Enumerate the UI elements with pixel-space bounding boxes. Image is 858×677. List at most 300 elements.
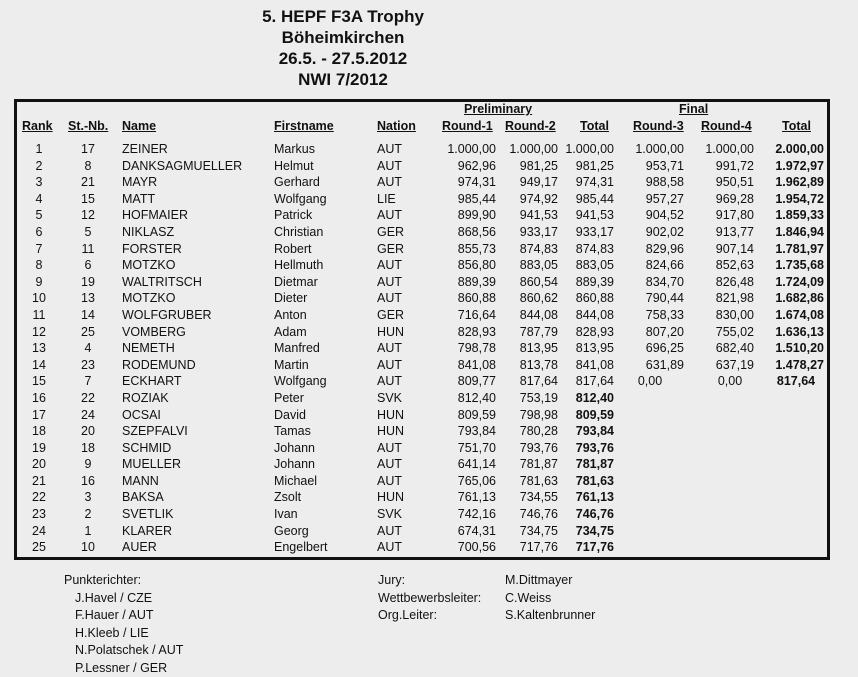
cell-round-4: 821,98 — [690, 290, 754, 307]
cell-round-1: 798,78 — [430, 340, 496, 357]
cell-round-1: 761,13 — [430, 489, 496, 506]
cell-nation: GER — [377, 224, 404, 241]
cell-rank: 2 — [24, 158, 54, 175]
cell-nation: SVK — [377, 390, 402, 407]
cell-round-1: 716,64 — [430, 307, 496, 324]
cell-round-2: 949,17 — [494, 174, 558, 191]
cell-rank: 15 — [24, 373, 54, 390]
cell-round-1: 889,39 — [430, 274, 496, 291]
table-row — [0, 390, 858, 407]
cell-name: ECKHART — [122, 373, 182, 390]
cell-start-number: 3 — [72, 489, 104, 506]
cell-rank: 10 — [24, 290, 54, 307]
cell-rank: 12 — [24, 324, 54, 341]
column-header-name: Name — [122, 119, 156, 133]
cell-round-2: 734,75 — [494, 523, 558, 540]
cell-start-number: 4 — [72, 340, 104, 357]
cell-round-1: 962,96 — [430, 158, 496, 175]
cell-preliminary-total: 860,88 — [554, 290, 614, 307]
cell-round-1: 974,31 — [430, 174, 496, 191]
cell-name: MANN — [122, 473, 159, 490]
cell-name: MATT — [122, 191, 155, 208]
cell-rank: 24 — [24, 523, 54, 540]
group-header-final: Final — [679, 102, 708, 116]
cell-final-total: 1.781,97 — [760, 241, 824, 258]
cell-firstname: Martin — [274, 357, 309, 374]
cell-round-1: 868,56 — [430, 224, 496, 241]
cell-nation: LIE — [377, 191, 396, 208]
cell-round-4: 0,00 — [710, 373, 750, 390]
cell-preliminary-total: 746,76 — [554, 506, 614, 523]
cell-round-3: 988,58 — [620, 174, 684, 191]
table-row — [0, 423, 858, 440]
cell-final-total: 1.682,86 — [760, 290, 824, 307]
cell-firstname: Georg — [274, 523, 309, 540]
cell-round-2: 798,98 — [494, 407, 558, 424]
cell-round-4: 830,00 — [690, 307, 754, 324]
cell-rank: 9 — [24, 274, 54, 291]
cell-start-number: 8 — [72, 158, 104, 175]
cell-round-4: 950,51 — [690, 174, 754, 191]
cell-round-1: 855,73 — [430, 241, 496, 258]
cell-round-2: 933,17 — [494, 224, 558, 241]
cell-start-number: 9 — [72, 456, 104, 473]
cell-nation: AUT — [377, 141, 402, 158]
cell-firstname: Ivan — [274, 506, 298, 523]
cell-preliminary-total: 941,53 — [554, 207, 614, 224]
cell-nation: AUT — [377, 373, 402, 390]
cell-round-1: 674,31 — [430, 523, 496, 540]
cell-rank: 1 — [24, 141, 54, 158]
cell-rank: 17 — [24, 407, 54, 424]
cell-round-2: 860,62 — [494, 290, 558, 307]
cell-round-2: 817,64 — [494, 373, 558, 390]
cell-nation: AUT — [377, 274, 402, 291]
table-row — [0, 191, 858, 208]
judge-item: H.Kleeb / LIE — [64, 625, 183, 643]
cell-name: ROZIAK — [122, 390, 169, 407]
column-header-round-4: Round-4 — [701, 119, 752, 133]
cell-nation: AUT — [377, 440, 402, 457]
cell-firstname: Robert — [274, 241, 312, 258]
cell-firstname: Dietmar — [274, 274, 318, 291]
cell-start-number: 12 — [72, 207, 104, 224]
column-header-preliminary-total: Total — [580, 119, 609, 133]
cell-preliminary-total: 889,39 — [554, 274, 614, 291]
cell-preliminary-total: 717,76 — [554, 539, 614, 556]
title-event: 5. HEPF F3A Trophy — [0, 6, 686, 27]
cell-preliminary-total: 809,59 — [554, 407, 614, 424]
cell-start-number: 16 — [72, 473, 104, 490]
cell-final-total: 1.478,27 — [760, 357, 824, 374]
cell-firstname: Johann — [274, 440, 315, 457]
cell-firstname: David — [274, 407, 306, 424]
cell-nation: GER — [377, 307, 404, 324]
cell-preliminary-total: 1.000,00 — [554, 141, 614, 158]
cell-round-4: 852,63 — [690, 257, 754, 274]
cell-round-4: 637,19 — [690, 357, 754, 374]
cell-round-2: 974,92 — [494, 191, 558, 208]
column-header-rank: Rank — [22, 119, 53, 133]
cell-preliminary-total: 781,63 — [554, 473, 614, 490]
cell-final-total: 1.724,09 — [760, 274, 824, 291]
cell-round-4: 907,14 — [690, 241, 754, 258]
cell-round-1: 899,90 — [430, 207, 496, 224]
cell-name: AUER — [122, 539, 157, 556]
cell-round-2: 793,76 — [494, 440, 558, 457]
judges-label: Punkterichter: — [64, 572, 183, 590]
cell-round-3: 902,02 — [620, 224, 684, 241]
cell-rank: 21 — [24, 473, 54, 490]
table-row — [0, 440, 858, 457]
results-table-body — [0, 141, 858, 556]
table-row — [0, 174, 858, 191]
document-title — [0, 6, 686, 90]
cell-firstname: Michael — [274, 473, 317, 490]
cell-round-3: 790,44 — [620, 290, 684, 307]
cell-name: RODEMUND — [122, 357, 196, 374]
official-person: M.Dittmayer — [505, 572, 595, 590]
cell-rank: 19 — [24, 440, 54, 457]
column-header-firstname: Firstname — [274, 119, 334, 133]
cell-name: HOFMAIER — [122, 207, 188, 224]
cell-final-total: 1.735,68 — [760, 257, 824, 274]
cell-nation: AUT — [377, 257, 402, 274]
table-row — [0, 307, 858, 324]
cell-name: NIKLASZ — [122, 224, 174, 241]
cell-preliminary-total: 933,17 — [554, 224, 614, 241]
table-row — [0, 373, 858, 390]
title-dates: 26.5. - 27.5.2012 — [0, 48, 686, 69]
cell-final-total: 1.962,89 — [760, 174, 824, 191]
table-row — [0, 274, 858, 291]
cell-firstname: Wolfgang — [274, 373, 327, 390]
cell-rank: 25 — [24, 539, 54, 556]
cell-round-1: 856,80 — [430, 257, 496, 274]
cell-name: VOMBERG — [122, 324, 186, 341]
cell-preliminary-total: 817,64 — [554, 373, 614, 390]
cell-name: SVETLIK — [122, 506, 173, 523]
cell-name: OCSAI — [122, 407, 161, 424]
cell-final-total: 1.859,33 — [760, 207, 824, 224]
cell-round-3: 696,25 — [620, 340, 684, 357]
cell-start-number: 10 — [72, 539, 104, 556]
cell-name: ZEINER — [122, 141, 168, 158]
cell-start-number: 25 — [72, 324, 104, 341]
cell-round-3: 904,52 — [620, 207, 684, 224]
cell-round-3: 807,20 — [620, 324, 684, 341]
title-location: Böheimkirchen — [0, 27, 686, 48]
table-row — [0, 489, 858, 506]
cell-name: SZEPFALVI — [122, 423, 188, 440]
table-row — [0, 257, 858, 274]
cell-preliminary-total: 813,95 — [554, 340, 614, 357]
cell-nation: AUT — [377, 357, 402, 374]
cell-round-1: 700,56 — [430, 539, 496, 556]
table-row — [0, 456, 858, 473]
cell-round-4: 755,02 — [690, 324, 754, 341]
cell-preliminary-total: 812,40 — [554, 390, 614, 407]
officials-roles — [378, 572, 481, 625]
cell-preliminary-total: 844,08 — [554, 307, 614, 324]
table-row — [0, 357, 858, 374]
cell-round-2: 874,83 — [494, 241, 558, 258]
title-nwi: NWI 7/2012 — [0, 69, 686, 90]
cell-round-2: 941,53 — [494, 207, 558, 224]
cell-name: BAKSA — [122, 489, 164, 506]
judge-item: N.Polatschek / AUT — [64, 642, 183, 660]
cell-name: NEMETH — [122, 340, 175, 357]
official-role: Jury: — [378, 572, 481, 590]
cell-firstname: Gerhard — [274, 174, 320, 191]
cell-firstname: Hellmuth — [274, 257, 323, 274]
cell-preliminary-total: 841,08 — [554, 357, 614, 374]
cell-round-2: 746,76 — [494, 506, 558, 523]
official-role: Wettbewerbsleiter: — [378, 590, 481, 608]
cell-round-1: 765,06 — [430, 473, 496, 490]
cell-final-total: 1.636,13 — [760, 324, 824, 341]
cell-preliminary-total: 734,75 — [554, 523, 614, 540]
cell-round-3: 758,33 — [620, 307, 684, 324]
table-row — [0, 158, 858, 175]
cell-start-number: 18 — [72, 440, 104, 457]
column-header-nation: Nation — [377, 119, 416, 133]
cell-rank: 16 — [24, 390, 54, 407]
cell-rank: 8 — [24, 257, 54, 274]
cell-final-total: 817,64 — [768, 373, 824, 390]
cell-round-4: 682,40 — [690, 340, 754, 357]
cell-final-total: 1.972,97 — [760, 158, 824, 175]
cell-preliminary-total: 981,25 — [554, 158, 614, 175]
cell-preliminary-total: 974,31 — [554, 174, 614, 191]
cell-round-1: 809,59 — [430, 407, 496, 424]
cell-final-total: 1.510,20 — [760, 340, 824, 357]
cell-firstname: Peter — [274, 390, 304, 407]
cell-final-total: 1.846,94 — [760, 224, 824, 241]
cell-round-1: 985,44 — [430, 191, 496, 208]
cell-name: MAYR — [122, 174, 157, 191]
cell-round-3: 631,89 — [620, 357, 684, 374]
cell-nation: AUT — [377, 539, 402, 556]
cell-rank: 14 — [24, 357, 54, 374]
cell-final-total: 1.674,08 — [760, 307, 824, 324]
cell-nation: HUN — [377, 423, 404, 440]
cell-round-2: 1.000,00 — [494, 141, 558, 158]
cell-rank: 23 — [24, 506, 54, 523]
cell-nation: AUT — [377, 473, 402, 490]
cell-round-2: 781,87 — [494, 456, 558, 473]
cell-name: MOTZKO — [122, 290, 175, 307]
cell-round-2: 981,25 — [494, 158, 558, 175]
table-row — [0, 407, 858, 424]
table-row — [0, 207, 858, 224]
cell-start-number: 21 — [72, 174, 104, 191]
cell-rank: 4 — [24, 191, 54, 208]
cell-round-1: 751,70 — [430, 440, 496, 457]
official-person: C.Weiss — [505, 590, 595, 608]
cell-name: DANKSAGMUELLER — [122, 158, 242, 175]
cell-round-4: 913,77 — [690, 224, 754, 241]
table-row — [0, 290, 858, 307]
cell-start-number: 19 — [72, 274, 104, 291]
official-person: S.Kaltenbrunner — [505, 607, 595, 625]
cell-round-1: 812,40 — [430, 390, 496, 407]
cell-preliminary-total: 781,87 — [554, 456, 614, 473]
official-role: Org.Leiter: — [378, 607, 481, 625]
cell-firstname: Markus — [274, 141, 315, 158]
cell-start-number: 13 — [72, 290, 104, 307]
cell-start-number: 2 — [72, 506, 104, 523]
cell-final-total: 2.000,00 — [760, 141, 824, 158]
cell-round-4: 991,72 — [690, 158, 754, 175]
cell-nation: AUT — [377, 456, 402, 473]
judge-item: J.Havel / CZE — [64, 590, 183, 608]
cell-round-1: 860,88 — [430, 290, 496, 307]
cell-round-2: 787,79 — [494, 324, 558, 341]
cell-start-number: 17 — [72, 141, 104, 158]
cell-start-number: 6 — [72, 257, 104, 274]
cell-preliminary-total: 874,83 — [554, 241, 614, 258]
cell-round-1: 793,84 — [430, 423, 496, 440]
cell-round-1: 641,14 — [430, 456, 496, 473]
cell-nation: AUT — [377, 290, 402, 307]
cell-round-1: 742,16 — [430, 506, 496, 523]
cell-firstname: Johann — [274, 456, 315, 473]
cell-start-number: 15 — [72, 191, 104, 208]
cell-nation: AUT — [377, 174, 402, 191]
cell-firstname: Adam — [274, 324, 307, 341]
cell-name: KLARER — [122, 523, 172, 540]
table-row — [0, 506, 858, 523]
cell-round-3: 824,66 — [620, 257, 684, 274]
table-row — [0, 224, 858, 241]
cell-round-3: 1.000,00 — [620, 141, 684, 158]
cell-round-2: 844,08 — [494, 307, 558, 324]
cell-rank: 3 — [24, 174, 54, 191]
cell-start-number: 14 — [72, 307, 104, 324]
cell-name: MUELLER — [122, 456, 181, 473]
judge-item: P.Lessner / GER — [64, 660, 183, 677]
table-row — [0, 340, 858, 357]
cell-nation: AUT — [377, 340, 402, 357]
cell-name: SCHMID — [122, 440, 171, 457]
table-row — [0, 539, 858, 556]
cell-round-2: 883,05 — [494, 257, 558, 274]
cell-rank: 6 — [24, 224, 54, 241]
cell-preliminary-total: 761,13 — [554, 489, 614, 506]
cell-firstname: Helmut — [274, 158, 314, 175]
table-row — [0, 324, 858, 341]
column-header-final-total: Total — [782, 119, 811, 133]
cell-start-number: 24 — [72, 407, 104, 424]
cell-rank: 22 — [24, 489, 54, 506]
cell-round-3: 957,27 — [620, 191, 684, 208]
cell-round-2: 780,28 — [494, 423, 558, 440]
cell-name: MOTZKO — [122, 257, 175, 274]
cell-round-4: 917,80 — [690, 207, 754, 224]
cell-round-3: 0,00 — [630, 373, 670, 390]
table-row — [0, 523, 858, 540]
cell-firstname: Engelbert — [274, 539, 328, 556]
cell-firstname: Anton — [274, 307, 307, 324]
cell-start-number: 1 — [72, 523, 104, 540]
cell-round-4: 969,28 — [690, 191, 754, 208]
cell-firstname: Tamas — [274, 423, 311, 440]
cell-round-1: 809,77 — [430, 373, 496, 390]
cell-nation: GER — [377, 241, 404, 258]
cell-round-1: 841,08 — [430, 357, 496, 374]
cell-round-4: 826,48 — [690, 274, 754, 291]
judge-item: F.Hauer / AUT — [64, 607, 183, 625]
cell-firstname: Dieter — [274, 290, 307, 307]
cell-name: WALTRITSCH — [122, 274, 202, 291]
cell-round-2: 860,54 — [494, 274, 558, 291]
cell-preliminary-total: 828,93 — [554, 324, 614, 341]
table-row — [0, 473, 858, 490]
cell-firstname: Christian — [274, 224, 323, 241]
cell-start-number: 20 — [72, 423, 104, 440]
cell-firstname: Manfred — [274, 340, 320, 357]
cell-rank: 7 — [24, 241, 54, 258]
cell-firstname: Zsolt — [274, 489, 301, 506]
cell-final-total: 1.954,72 — [760, 191, 824, 208]
cell-start-number: 7 — [72, 373, 104, 390]
table-row — [0, 241, 858, 258]
cell-nation: SVK — [377, 506, 402, 523]
cell-preliminary-total: 985,44 — [554, 191, 614, 208]
cell-name: WOLFGRUBER — [122, 307, 212, 324]
cell-nation: HUN — [377, 489, 404, 506]
cell-rank: 11 — [24, 307, 54, 324]
table-row — [0, 141, 858, 158]
cell-round-1: 1.000,00 — [430, 141, 496, 158]
cell-firstname: Patrick — [274, 207, 312, 224]
cell-round-4: 1.000,00 — [690, 141, 754, 158]
cell-preliminary-total: 793,84 — [554, 423, 614, 440]
group-header-preliminary: Preliminary — [464, 102, 532, 116]
cell-rank: 20 — [24, 456, 54, 473]
cell-preliminary-total: 883,05 — [554, 257, 614, 274]
cell-name: FORSTER — [122, 241, 182, 258]
officials-persons — [505, 572, 595, 625]
cell-rank: 18 — [24, 423, 54, 440]
cell-nation: AUT — [377, 523, 402, 540]
cell-rank: 13 — [24, 340, 54, 357]
cell-round-2: 813,78 — [494, 357, 558, 374]
cell-nation: HUN — [377, 324, 404, 341]
cell-round-3: 953,71 — [620, 158, 684, 175]
cell-preliminary-total: 793,76 — [554, 440, 614, 457]
cell-start-number: 5 — [72, 224, 104, 241]
cell-nation: AUT — [377, 158, 402, 175]
cell-round-2: 753,19 — [494, 390, 558, 407]
judges-block — [64, 572, 183, 677]
cell-round-3: 834,70 — [620, 274, 684, 291]
cell-round-3: 829,96 — [620, 241, 684, 258]
cell-round-2: 813,95 — [494, 340, 558, 357]
cell-start-number: 22 — [72, 390, 104, 407]
cell-round-2: 781,63 — [494, 473, 558, 490]
cell-nation: AUT — [377, 207, 402, 224]
cell-rank: 5 — [24, 207, 54, 224]
cell-round-1: 828,93 — [430, 324, 496, 341]
cell-round-2: 734,55 — [494, 489, 558, 506]
column-header-start-number: St.-Nb. — [68, 119, 108, 133]
cell-start-number: 23 — [72, 357, 104, 374]
cell-nation: HUN — [377, 407, 404, 424]
column-header-round-1: Round-1 — [442, 119, 493, 133]
cell-firstname: Wolfgang — [274, 191, 327, 208]
